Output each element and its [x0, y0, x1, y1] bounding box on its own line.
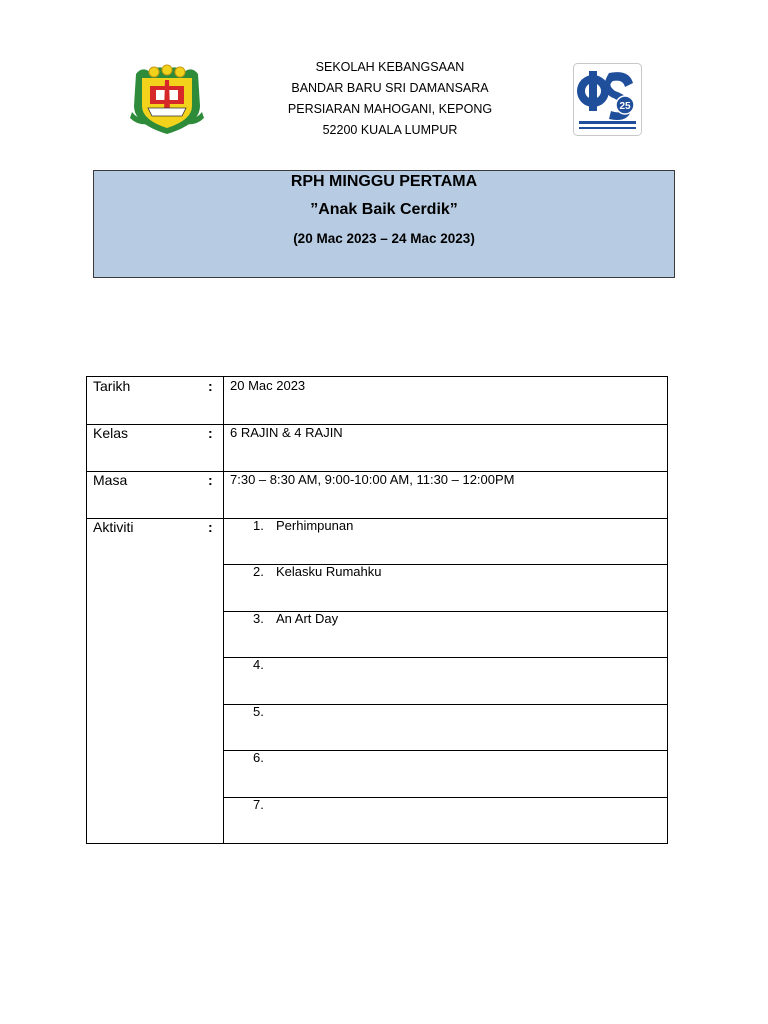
time-value: 7:30 – 8:30 AM, 9:00-10:00 AM, 11:30 – 12:00PM	[230, 472, 515, 487]
title-box	[93, 170, 675, 278]
school-crest-icon	[128, 62, 206, 138]
activity-number: 3.	[253, 611, 264, 626]
time-label-cell	[87, 471, 223, 518]
activity-number: 1.	[253, 518, 264, 533]
activity-text: An Art Day	[276, 611, 339, 626]
date-value: 20 Mac 2023	[230, 378, 306, 393]
anniversary-25-logo-icon	[573, 63, 642, 136]
activity-item	[223, 564, 667, 611]
class-colon: :	[208, 425, 213, 441]
activity-number: 2.	[253, 564, 264, 579]
activity-text: Kelasku Rumahku	[276, 564, 382, 579]
school-name: SEKOLAH KEBANGSAAN	[315, 60, 465, 74]
class-value-cell	[223, 424, 667, 471]
activity-number: 4.	[253, 657, 264, 672]
plan-theme: ”Anak Baik Cerdik”	[310, 201, 458, 218]
plan-title: RPH MINGGU PERTAMA	[290, 173, 478, 190]
school-address	[240, 57, 540, 141]
activity-item	[223, 750, 667, 797]
time-value-cell	[223, 471, 667, 518]
date-value-cell	[223, 377, 667, 424]
activity-item	[223, 518, 667, 565]
plan-date-range: (20 Mac 2023 – 24 Mac 2023)	[293, 231, 475, 246]
class-label: Kelas	[93, 425, 129, 441]
activity-number: 7.	[253, 797, 264, 812]
badge-number: 25	[619, 101, 631, 112]
time-colon: :	[208, 472, 213, 488]
activity-number: 6.	[253, 750, 264, 765]
time-label: Masa	[93, 472, 128, 488]
date-label: Tarikh	[93, 378, 131, 394]
date-colon: :	[208, 378, 213, 394]
activity-label-cell	[87, 518, 223, 843]
school-street: PERSIARAN MAHOGANI, KEPONG	[287, 102, 493, 116]
activity-colon: :	[208, 519, 213, 535]
class-label-cell	[87, 424, 223, 471]
school-header	[0, 0, 768, 150]
activity-number: 5.	[253, 704, 264, 719]
date-label-cell	[87, 377, 223, 424]
activity-item	[223, 611, 667, 658]
activity-item	[223, 797, 667, 843]
school-city: 52200 KUALA LUMPUR	[322, 123, 458, 137]
activity-item	[223, 657, 667, 704]
class-value: 6 RAJIN & 4 RAJIN	[230, 425, 343, 440]
school-area: BANDAR BARU SRI DAMANSARA	[291, 81, 489, 95]
activity-item	[223, 704, 667, 751]
activity-label: Aktiviti	[93, 519, 134, 535]
lesson-plan-table	[86, 376, 668, 844]
activity-text: Perhimpunan	[276, 518, 354, 533]
